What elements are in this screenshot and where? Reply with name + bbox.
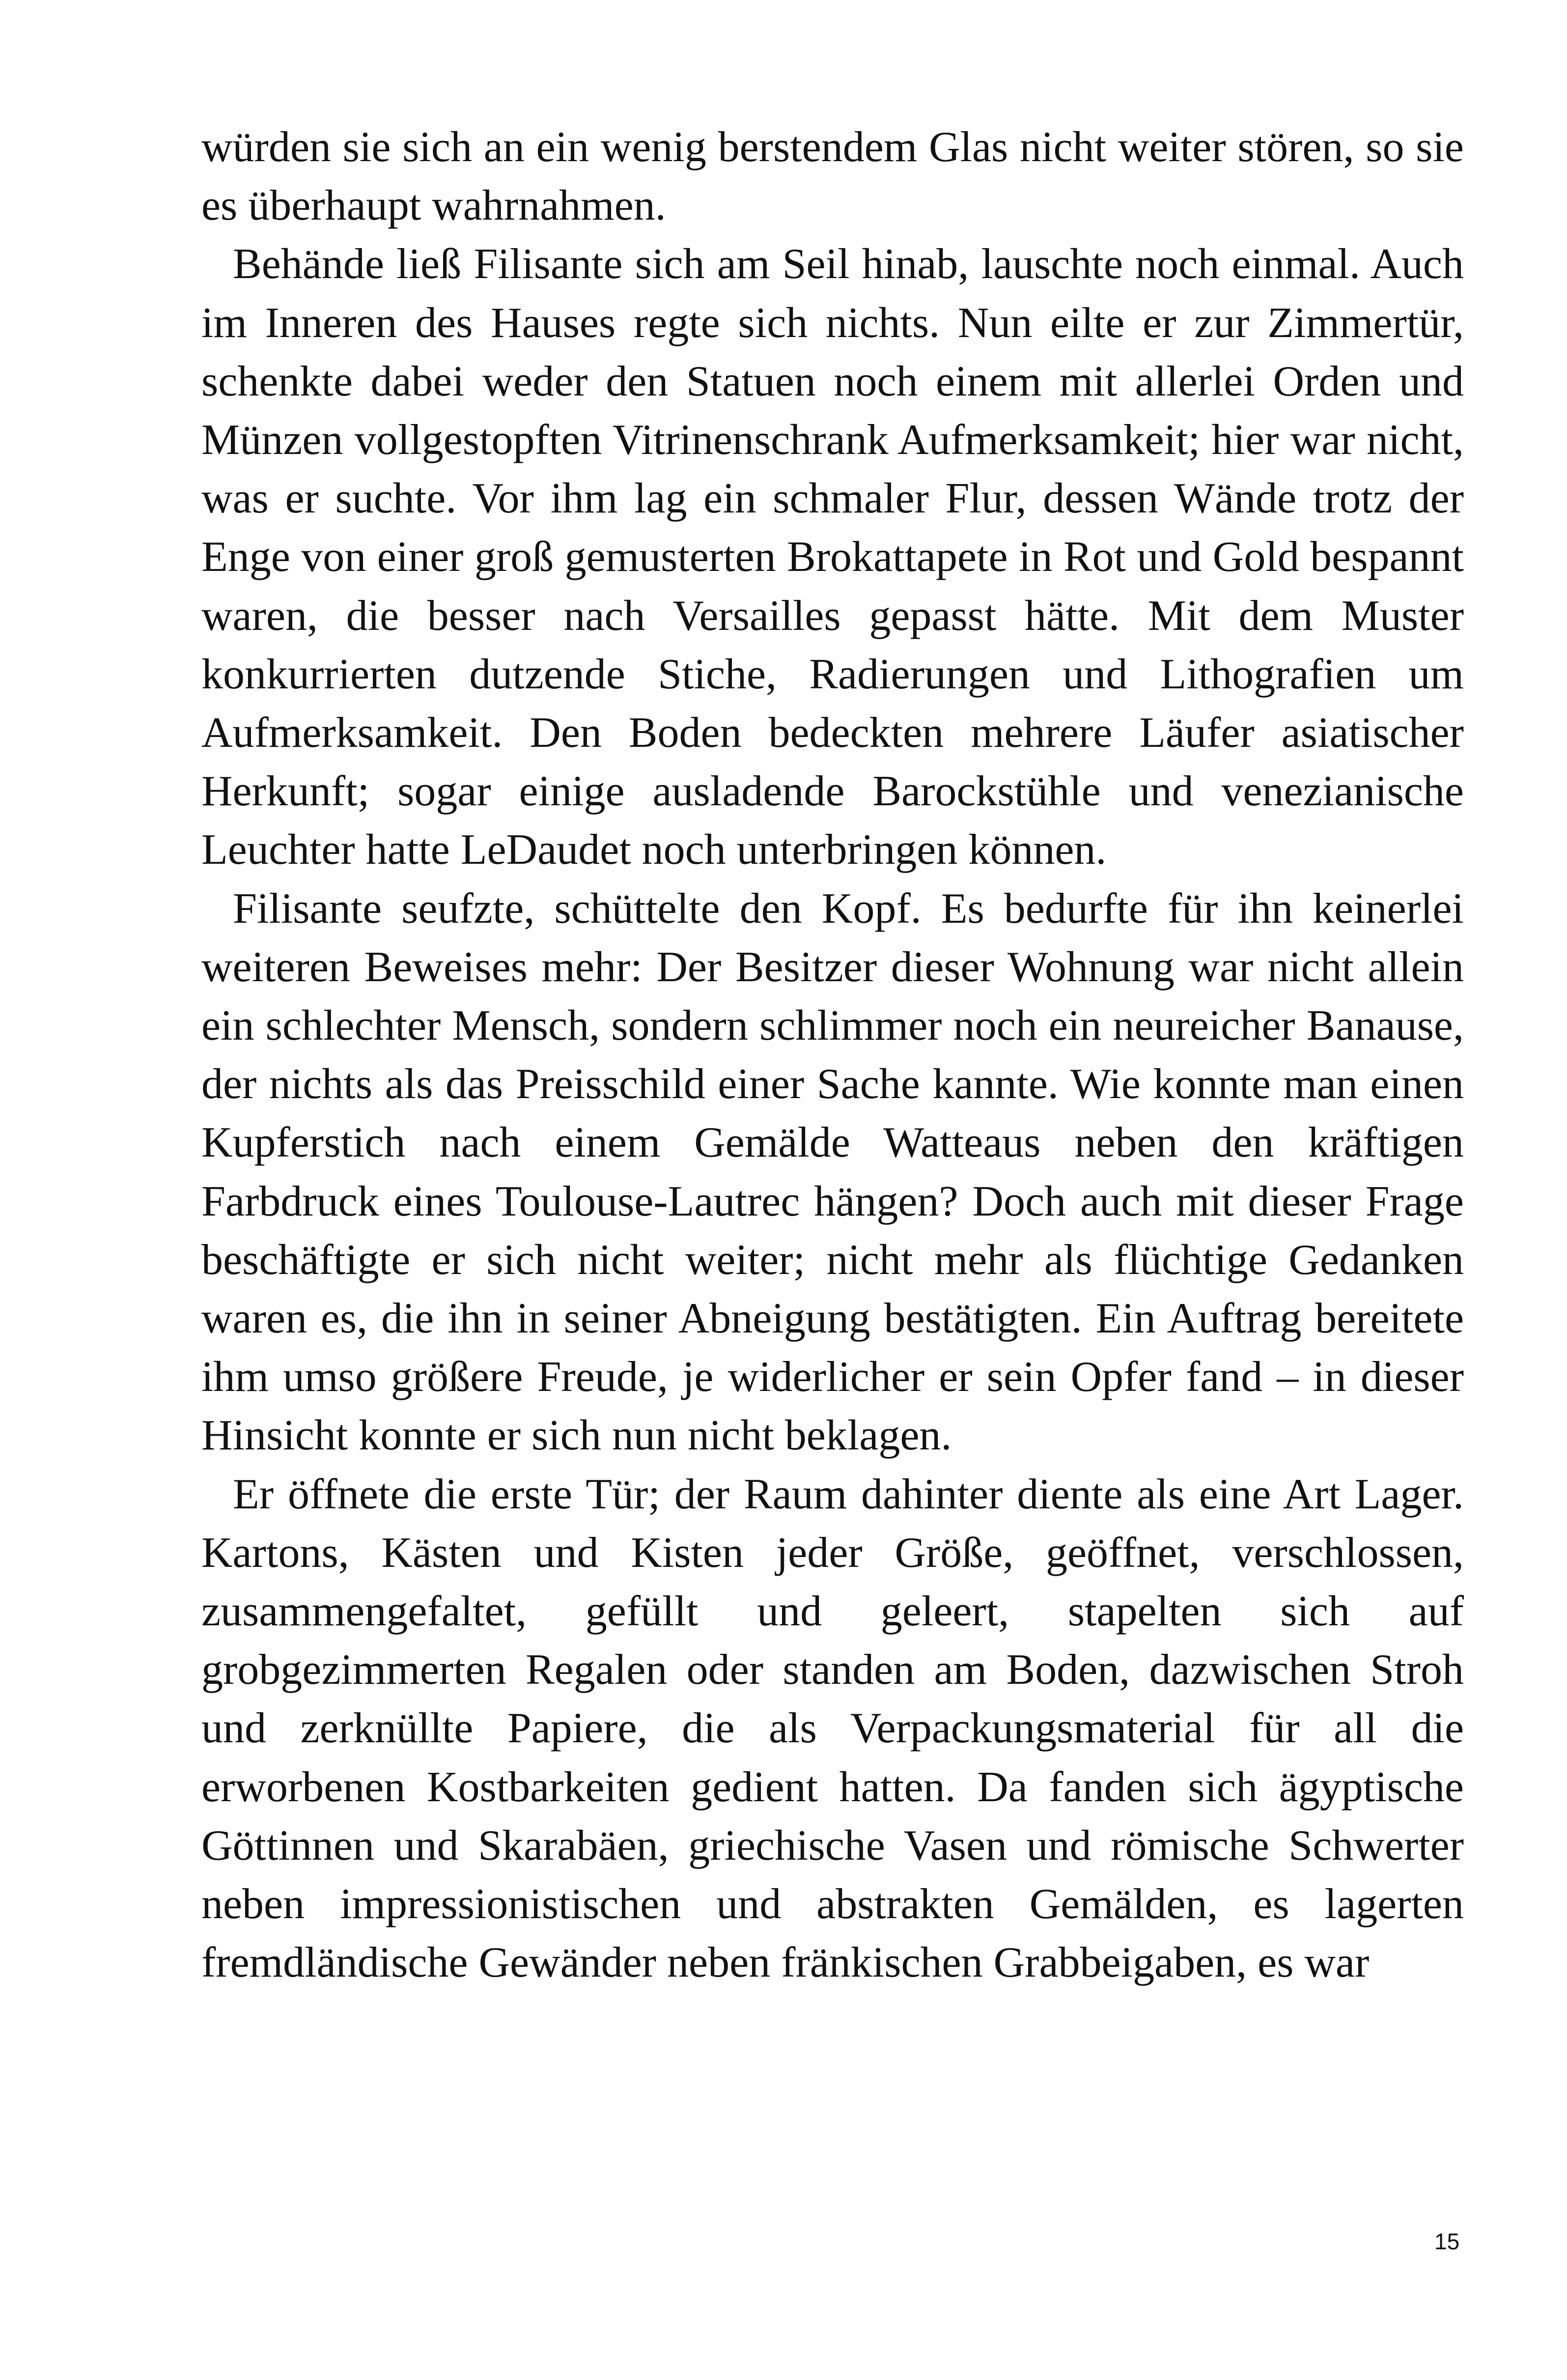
paragraph-1: würden sie sich an ein wenig berstendem Glas nicht weiter stören, so sie es überhaupt wahrnahmen. bbox=[201, 123, 1464, 230]
paragraph-3: Filisante seufzte, schüttelte den Kopf. Es bedurfte für ihn keinerlei weiteren Beweises mehr: Der Besitzer dieser Wohnung war nicht allein ein schlechter Mensch, sondern schlimmer noch ein neureicher Banause, der nichts als das Preisschild einer Sache kannte. Wie konnte man einen Kupferstich nach einem Gemälde Watteaus neben den kräftigen Farbdruck eines Toulouse-Lautrec hängen? Doch auch mit dieser Frage beschäftigte er sich nicht weiter; nicht mehr als flüchtige Gedanken waren es, die ihn in seiner Abneigung bestätigten. Ein Auftrag bereitete ihm umso größere Freude, je widerlicher er sein Opfer fand – in dieser Hinsicht konnte er sich nun nicht beklagen. bbox=[201, 884, 1464, 1460]
page-number: 15 bbox=[1434, 2229, 1460, 2254]
body-text bbox=[201, 118, 1464, 1992]
paragraph-4: Er öffnete die erste Tür; der Raum dahinter diente als eine Art Lager. Kartons, Kästen und Kisten jeder Größe, geöffnet, verschlossen, zusammengefaltet, gefüllt und geleert, stapelten sich auf grobgezimmerten Regalen oder standen am Boden, dazwischen Stroh und zerknüllte Papiere, die als Verpackungsmaterial für all die erworbenen Kostbarkeiten gedient hatten. Da fanden sich ägyptische Göttinnen und Skarabäen, griechische Vasen und römische Schwerter neben impressionistischen und abstrakten Gemälden, es lagerten fremdländische Gewänder neben fränkischen Grabbeigaben, es war bbox=[201, 1470, 1464, 1987]
paragraph-2: Behände ließ Filisante sich am Seil hinab, lauschte noch einmal. Auch im Inneren des Hauses regte sich nichts. Nun eilte er zur Zimmertür, schenkte dabei weder den Statuen noch einem mit allerlei Orden und Münzen vollgestopften Vitrinenschrank Aufmerksamkeit; hier war nicht, was er suchte. Vor ihm lag ein schmaler Flur, dessen Wände trotz der Enge von einer groß gemusterten Brokattapete in Rot und Gold bespannt waren, die besser nach Versailles gepasst hätte. Mit dem Muster konkurrierten dutzende Stiche, Radierungen und Lithografien um Aufmerksamkeit. Den Boden bedeckten mehrere Läufer asiatischer Herkunft; sogar einige ausladende Barockstühle und venezianische Leuchter hatte LeDaudet noch unterbringen können. bbox=[201, 240, 1464, 874]
